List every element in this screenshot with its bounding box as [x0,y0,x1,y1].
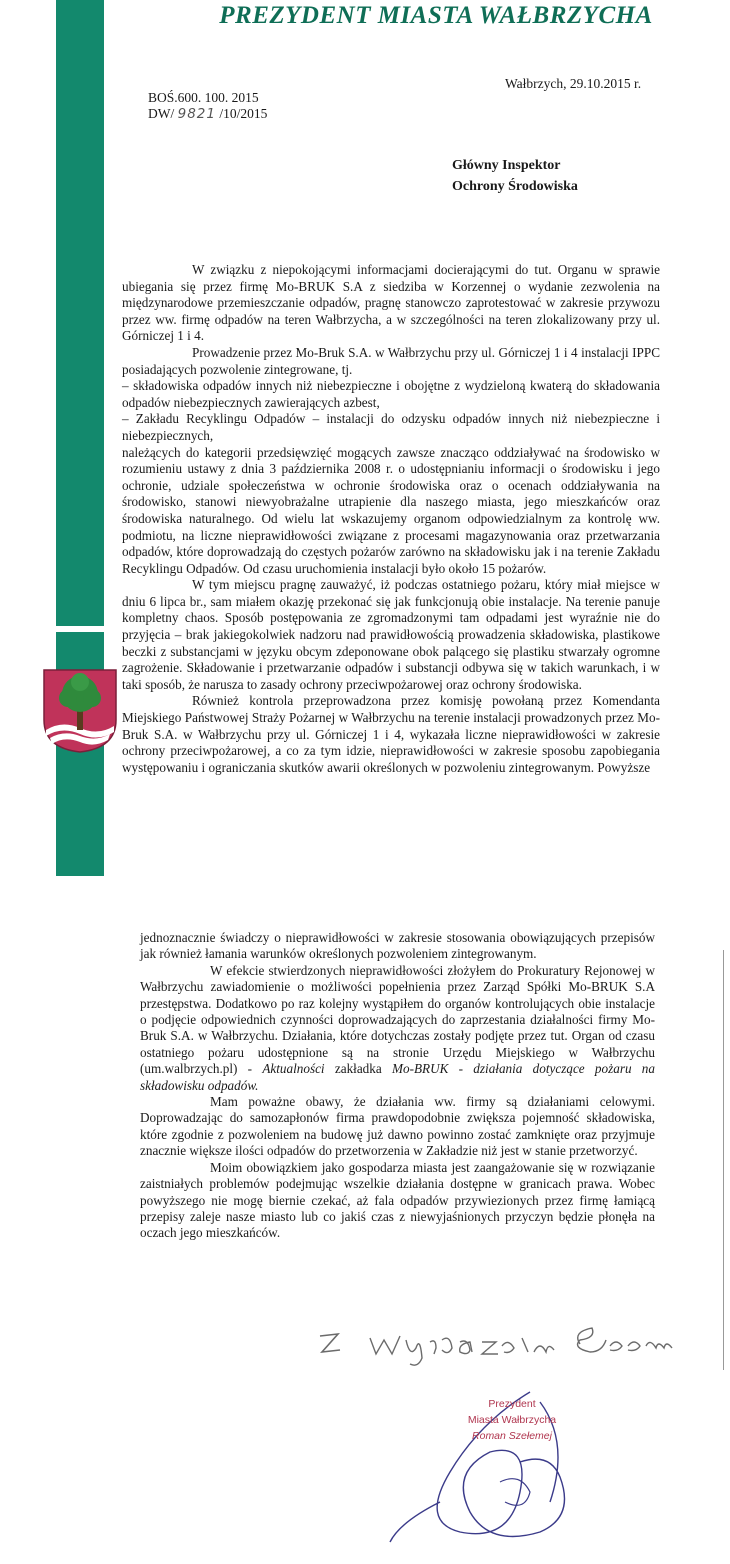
italic-link-text: Mo-BRUK - działania dotyczące pożaru na składowisku odpadów. [140,1061,655,1093]
paragraph: Również kontrola przeprowadzona przez komisję powołaną przez Komendanta Miejskiego Państwowej Straży Pożarnej w Wałbrzychu na terenie instalacji prowadzonych przez Mo-Bruk S.A. w Wałbrzychu przy ul. Górniczej 1 i 4, wykazała liczne nieprawidłowości w zakresie ochrony przeciwpożarowej, a co za tym idzie, nieprawidłowości w zakresie sposobu zapobiegania występowaniu i ograniczania skutków awarii określonych w pozwoleniu zintegrowanym. Powyższe [122,693,660,775]
ref-suffix: /10/2015 [219,106,268,121]
paragraph: W tym miejscu pragnę zauważyć, iż podczas ostatniego pożaru, który miał miejsce w dniu 6 lipca br., sam miałem okazję przekonać się jak funkcjonują obie instalacje. Na terenie panuje kompletny chaos. Sposób postępowania ze zgromadzonymi tam odpadami jest wyraźnie nie do przyjęcia – brak jakiegokolwiek nadzoru nad prawidłowością prowadzenia składowiska, plastikowe beczki z substancjami w języku obcym zdeponowane obok palącego się plastiku stwarzały ogromne zagrożenie. Składowanie i przetwarzanie odpadów i substancji odbywa się w takich warunkach, i w taki sposób, że narusza to zasady ochrony przeciwpożarowej oraz ochrony środowiska. [122,577,660,692]
paragraph: Moim obowiązkiem jako gospodarza miasta jest zaangażowanie się w rozwiązanie zaistniałych problemów podejmując wszelkie działania dostępne w granicach prawa. Wobec powyższego nie mogę biernie czekać, aż fala odpadów przywiezionych przez firmę łamiącą przepisy zaleje nasze miasto lub co jakiś czas z niewyjaśnionych przyczyn będzie płonęła na oczach jego mieszkańców. [140,1159,655,1241]
stamp-name: Roman Szełemej [472,1430,552,1442]
letter-date: Wałbrzych, 29.10.2015 r. [505,76,642,91]
letter-body-page-1 [122,262,660,776]
paragraph: Prowadzenie przez Mo-Bruk S.A. w Wałbrzychu przy ul. Górniczej 1 i 4 instalacji IPPC posiadających pozwolenie zintegrowane, tj. [122,344,660,377]
addressee-line-1: Główny Inspektor [452,158,561,173]
header-title: PREZYDENT MIASTA WAŁBRZYCHA [219,2,653,29]
paragraph: należących do kategorii przedsięwzięć mogących zawsze znacząco oddziaływać na środowisko w rozumieniu ustawy z dnia 3 października 2008 r. o udostępnianiu informacji o środowisku i jego ochronie, udziale społeczeństwa w ochronie środowiska oraz o ocenach oddziaływania na środowisko, stanowi niewyobrażalne utrapienie dla naszego miasta, jego mieszkańców oraz środowiska naturalnego. Od wielu lat wskazujemy organom odpowiedzialnym za kontrolę ww. podmiotu, na liczne nieprawidłowości związane z procesami magazynowania oraz przetwarzania odpadów, które doprowadzają do częstych pożarów zarówno na składowisku jak i na terenie Zakładu Recyklingu Odpadów. Od czasu uruchomienia instalacji było około 15 pożarów. [122,444,660,576]
paragraph-text: zakładka [334,1061,382,1077]
letter-body-page-2 [140,930,655,1242]
stamp-office: Miasta Wałbrzycha [467,1414,557,1426]
city-coat-of-arms-icon [42,668,118,754]
official-stamp [452,1396,572,1444]
list-item: – składowiska odpadów innych niż niebezpieczne i obojętne z wydzieloną kwaterą do składowania odpadów niebezpiecznych zawierających azbest, [122,378,660,410]
paragraph: jednoznacznie świadczy o nieprawidłowości w zakresie stosowania obowiązujących przepisów jak również łamania warunków określonych pozwoleniem zintegrowanym. [140,930,655,962]
scan-edge-line [723,950,724,1370]
italic-link-text: Aktualności [262,1061,325,1077]
paragraph-text: W efekcie stwierdzonych nieprawidłowości złożyłem do Prokuratury Rejonowej w Wałbrzychu zawiadomienie o możliwości popełnienia przez Zarząd Spółki Mo-BRUK S.A przestępstwa. Dodatkowo po raz kolejny wystąpiłem do organów kontrolujących obie instalacje o podjęcie odpowiednich czynności doprowadzających do zaprzestania działalności firmy Mo-Bruk S.A. w Wałbrzychu. Działania, które dotychczas zostały podjęte przez tut. Organ od czasu ostatniego pożaru udostępnione są na stronie Urzędu Miejskiego w Wałbrzychu (um.walbrzych.pl) - [140,962,655,1077]
stripe-gap [56,626,104,632]
paragraph: Mam poważne obawy, że działania ww. firmy są działaniami celowymi. Doprowadzając do samozapłonów firma prawdopodobnie zwiększa pojemność składowiska, które zgodnie z pozwoleniem na budowę już dawno powinno zostać zamknięte oraz przyjmuje znacznie większe ilości odpadów do przetworzenia w Zakładzie niż jest w stanie przetworzyć. [140,1094,655,1159]
ref-prefix: DW/ [148,106,175,121]
list-item: – Zakładu Recyklingu Odpadów – instalacji do odzysku odpadów innych niż niebezpieczne i niebezpiecznych, [122,411,660,443]
reference-number-2 [148,106,267,122]
addressee [452,155,578,197]
paragraph: W związku z niepokojącymi informacjami docierającymi do tut. Organu w sprawie ubiegania się przez firmę Mo-BRUK S.A z siedziba w Korzennej o wydanie zezwolenia na międzynarodowe przemieszczanie odpadów, pragnę stanowczo zaprotestować w zakresie przywozu przez ww. firmę odpadów na teren Wałbrzycha, a w szczególności na teren zlokalizowany przy ul. Górniczej 1 i 4. [122,262,660,344]
ref-handwritten-number: 9821 [177,106,216,122]
handwritten-closing [310,1318,700,1368]
paragraph [140,963,655,1094]
stamp-title: Prezydent [488,1398,536,1410]
addressee-line-2: Ochrony Środowiska [452,179,578,194]
reference-number-1: BOŚ.600. 100. 2015 [148,90,259,105]
